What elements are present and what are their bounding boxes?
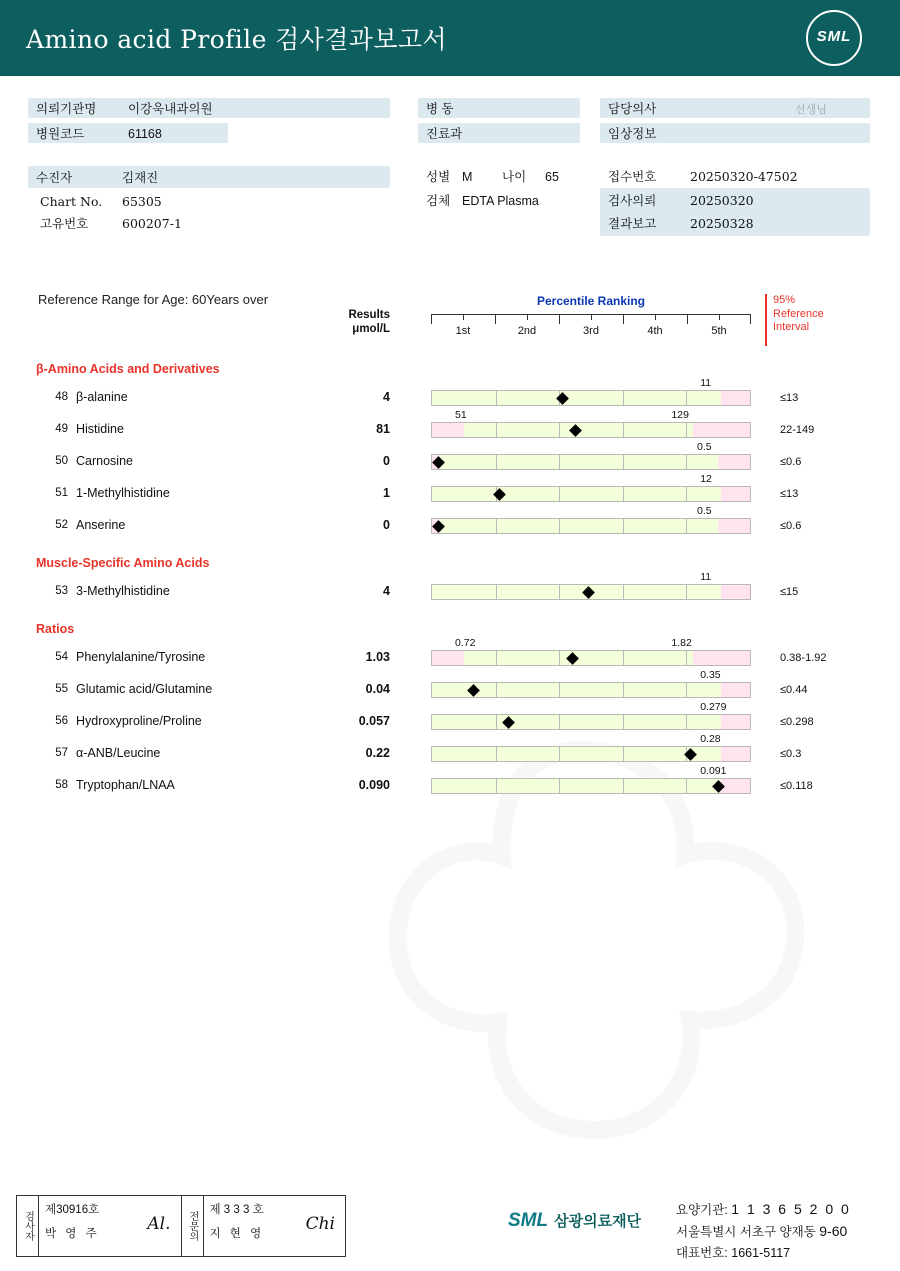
org-logo [508,1210,641,1232]
org-line-1-value: 1 1 3 6 5 2 0 0 [731,1201,851,1217]
row-analyte-name: Tryptophan/LNAA [76,778,175,792]
row-reference-interval: ≤0.3 [780,748,802,760]
reference-range-band [432,487,721,501]
bar-tick [496,715,497,729]
bar-tick [559,519,560,533]
sml-circle-logo-icon [806,10,862,66]
bar-tick [559,487,560,501]
chart-no-label: Chart No. [40,194,103,209]
row-result-value: 4 [383,584,390,598]
upper-limit-label: 0.5 [697,505,712,517]
row-number: 52 [55,519,68,531]
row-result-value: 0.04 [365,682,390,696]
percentile-bar [431,390,751,406]
row-result-value: 81 [376,422,390,436]
bar-tick [623,747,624,761]
lower-limit-label: 51 [455,409,467,421]
accession-label: 접수번호 [608,170,657,184]
specialist-signature: Chi [305,1214,335,1234]
row-number: 53 [55,585,68,597]
percentile-bar [431,454,751,470]
percentile-bar [431,518,751,534]
ri-header-line3: Interval [773,321,810,333]
bar-tick [496,585,497,599]
report-date-value: 20250328 [690,216,754,231]
age-label: 나이 [502,170,527,184]
bar-tick [496,779,497,793]
section-title: β-Amino Acids and Derivatives [36,362,220,376]
row-result-value: 0.057 [358,714,390,728]
report-date-label: 결과보고 [608,217,657,231]
patient-row-bg [28,166,390,188]
percentile-bar [431,778,751,794]
tester-label-text: 검사자 [22,1211,34,1241]
percentile-bar [431,584,751,600]
row-number: 48 [55,391,68,403]
bar-tick [559,585,560,599]
upper-limit-label: 0.5 [697,441,712,453]
sex-value: M [462,170,473,184]
row-reference-interval: ≤0.118 [780,780,813,792]
reference-range-band [438,455,718,469]
row-reference-interval: ≤13 [780,392,799,404]
bar-tick [496,683,497,697]
percentile-tick-4th: 4th [647,325,663,337]
bar-tick [559,747,560,761]
bar-tick [496,391,497,405]
reference-range-band [432,585,721,599]
bar-tick [623,519,624,533]
org-line-3-label: 대표번호: [676,1246,728,1260]
row-number: 57 [55,747,68,759]
sex-label: 성별 [426,170,451,184]
row-analyte-name: Hydroxyproline/Proline [76,714,202,728]
bar-tick [496,519,497,533]
unique-no-value: 600207-1 [122,216,182,231]
bar-tick [623,391,624,405]
percentile-bar [431,486,751,502]
bar-tick [496,651,497,665]
row-number: 54 [55,651,68,663]
bar-tick [623,715,624,729]
row-result-value: 0.090 [358,778,390,792]
row-result-value: 4 [383,390,390,404]
bar-tick [559,651,560,665]
reference-interval-header [765,294,824,346]
bar-tick [686,585,687,599]
institution-value: 이강욱내과의원 [128,102,213,116]
percentile-tick-5th: 5th [711,325,727,337]
row-result-value: 1 [383,486,390,500]
bar-tick [623,423,624,437]
tester-name: 박 영 주 [45,1228,100,1240]
upper-limit-label: 0.279 [700,701,727,713]
sml-watermark-icon [330,690,850,1210]
patient-value: 김재진 [122,171,159,185]
row-analyte-name: 1-Methylhistidine [76,486,170,500]
page-header [0,0,900,76]
ward-label: 병 동 [426,102,454,116]
doctor-label: 담당의사 [608,102,657,116]
bar-tick [559,683,560,697]
row-reference-interval: ≤0.6 [780,520,802,532]
specialist-name-cell [204,1196,346,1256]
row-reference-interval: ≤0.44 [780,684,808,696]
upper-limit-label: 1.82 [671,637,692,649]
percentile-axis [431,314,751,343]
percentile-bar [431,746,751,762]
row-result-value: 0.22 [365,746,390,760]
tester-signature: Al. [147,1214,171,1234]
row-analyte-name: Glutamic acid/Glutamine [76,682,213,696]
bar-tick [686,455,687,469]
bar-tick [623,455,624,469]
bar-tick [686,715,687,729]
institution-label: 의뢰기관명 [36,102,97,116]
bar-tick [559,423,560,437]
reference-range-band [432,391,721,405]
patient-info-block [0,76,900,256]
bar-tick [496,747,497,761]
bar-tick [559,715,560,729]
unique-no-label: 고유번호 [40,217,89,231]
percentile-tick-2nd: 2nd [517,325,537,337]
org-line-2-label: 서울특별시 서초구 양재동 [676,1225,816,1239]
percentile-tick-3rd: 3rd [583,325,599,337]
org-line-3-value: 1661-5117 [731,1246,791,1260]
org-line-2 [676,1221,851,1243]
results-column-header [310,308,390,336]
results-header-line2: μmol/L [352,323,390,335]
specimen-label: 검체 [426,194,451,208]
specialist-license: 제 3 3 3 호 [209,1204,264,1216]
specialist-vertical-label [182,1196,204,1256]
ri-header-line1: 95% [773,294,796,306]
row-reference-interval: ≤15 [780,586,799,598]
lower-limit-label: 0.72 [455,637,476,649]
results-header-line1: Results [348,309,390,321]
bar-tick [686,683,687,697]
row-analyte-name: 3-Methylhistidine [76,584,170,598]
bar-tick [686,779,687,793]
page-title: Amino acid Profile 검사결과보고서 [26,25,447,54]
row-number: 49 [55,423,68,435]
ri-header-line2: Reference [773,307,824,320]
upper-limit-label: 12 [700,473,712,485]
row-analyte-name: Carnosine [76,454,133,468]
row-result-value: 0 [383,518,390,532]
bar-tick [686,391,687,405]
bar-tick [496,455,497,469]
row-analyte-name: α-ANB/Leucine [76,746,161,760]
bar-tick [686,487,687,501]
bar-tick [623,487,624,501]
percentile-bar [431,714,751,730]
org-line-1 [676,1199,851,1221]
row-result-value: 0 [383,454,390,468]
bar-tick [559,779,560,793]
reference-range-band [432,779,721,793]
tester-vertical-label [17,1196,39,1256]
logo-text: SML [816,28,852,45]
org-contact-block [676,1199,851,1264]
row-number: 58 [55,779,68,791]
reference-range-band [432,715,721,729]
percentile-tick-1st: 1st [455,325,471,337]
hospital-code-label: 병원코드 [36,127,85,141]
hospital-code-value: 61168 [128,127,162,141]
accession-value: 20250320-47502 [690,169,798,184]
percentile-bar [431,682,751,698]
percentile-ranking-title: Percentile Ranking [536,294,646,308]
org-line-3 [676,1243,851,1264]
row-reference-interval: ≤0.298 [780,716,814,728]
reference-age-label: Reference Range for Age: 60Years over [38,292,269,307]
row-number: 56 [55,715,68,727]
percentile-bar [431,650,751,666]
row-analyte-name: Phenylalanine/Tyrosine [76,650,206,664]
order-date-value: 20250320 [690,193,754,208]
org-logo-mark: SML [508,1210,549,1231]
specimen-value: EDTA Plasma [462,194,539,208]
row-reference-interval: 22-149 [780,424,815,436]
bar-tick [686,519,687,533]
page-footer [0,1180,900,1271]
upper-limit-label: 11 [700,571,712,583]
tester-license: 제30916호 [45,1204,100,1216]
doctor-value: 선생님 [795,104,827,116]
org-line-2-value: 9-60 [819,1223,848,1239]
order-date-label: 검사의뢰 [608,194,657,208]
section-title: Muscle-Specific Amino Acids [36,556,210,570]
bar-tick [686,651,687,665]
bar-tick [496,423,497,437]
bar-tick [623,779,624,793]
reference-range-band [432,747,721,761]
upper-limit-label: 0.28 [700,733,721,745]
row-reference-interval: ≤0.6 [780,456,802,468]
org-name: 삼광의료재단 [554,1213,642,1230]
section-title: Ratios [36,622,75,636]
row-reference-interval: 0.38-1.92 [780,652,827,664]
row-analyte-name: Anserine [76,518,126,532]
org-line-1-label: 요양기관: [676,1203,728,1217]
upper-limit-label: 129 [671,409,689,421]
bar-tick [623,651,624,665]
percentile-bar [431,422,751,438]
tester-name-cell [39,1196,182,1256]
upper-limit-label: 11 [700,377,712,389]
age-value: 65 [545,170,559,184]
signature-stamp-box [16,1195,346,1257]
bar-tick [559,455,560,469]
specialist-name: 지 현 영 [209,1228,265,1240]
bar-tick [686,423,687,437]
reference-range-band [438,519,718,533]
bar-tick [623,683,624,697]
bar-tick [623,585,624,599]
row-result-value: 1.03 [365,650,390,664]
row-analyte-name: Histidine [76,422,124,436]
row-number: 55 [55,683,68,695]
patient-label: 수진자 [36,171,73,185]
chart-no-value: 65305 [122,194,162,209]
row-number: 51 [55,487,68,499]
upper-limit-label: 0.35 [700,669,721,681]
row-reference-interval: ≤13 [780,488,799,500]
specialist-label-text: 전문의 [187,1211,198,1241]
upper-limit-label: 0.091 [700,765,727,777]
row-analyte-name: β-alanine [76,390,128,404]
dept-label: 진료과 [426,127,463,141]
row-number: 50 [55,455,68,467]
clinical-label: 임상정보 [608,127,657,141]
